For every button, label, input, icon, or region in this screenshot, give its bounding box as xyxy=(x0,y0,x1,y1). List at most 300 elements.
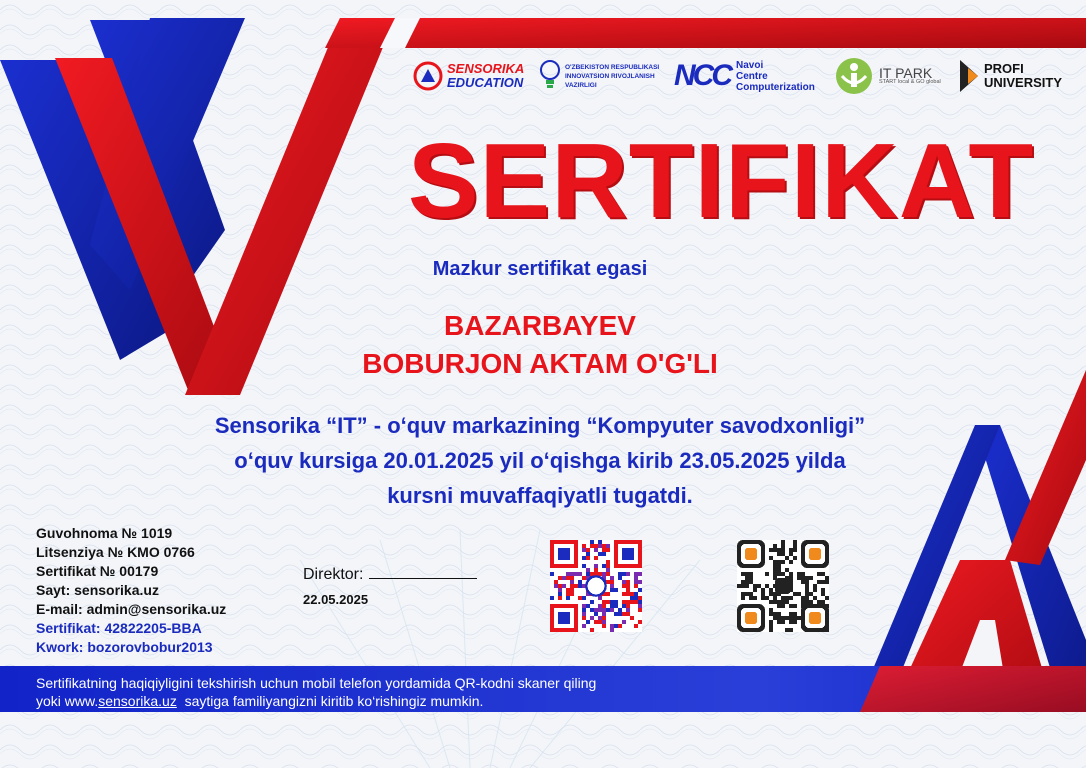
qr-module xyxy=(781,604,785,608)
qr-module xyxy=(749,572,753,576)
ncc-logo xyxy=(674,52,832,100)
footer-prefix: yoki www. xyxy=(36,693,99,709)
qr-module xyxy=(610,576,614,580)
qr-module xyxy=(634,624,638,628)
qr-module xyxy=(586,556,590,560)
qr-module xyxy=(781,544,785,548)
qr-module xyxy=(590,540,594,544)
qr-module xyxy=(586,552,590,556)
qr-module xyxy=(789,548,793,552)
ministry-line2: INNOVATSION RIVOJLANISH xyxy=(565,72,655,80)
qr-module xyxy=(598,544,602,548)
qr-module xyxy=(821,580,825,584)
qr-module xyxy=(793,604,797,608)
qr-module xyxy=(777,560,781,564)
sensorika-logo xyxy=(412,52,534,100)
qr-module xyxy=(789,628,793,632)
qr-module xyxy=(622,604,626,608)
qr-module xyxy=(586,604,590,608)
qr-module xyxy=(769,608,773,612)
qr-module xyxy=(765,572,769,576)
qr-module xyxy=(781,552,785,556)
qr-module xyxy=(793,540,797,544)
qr-module xyxy=(602,604,606,608)
qr-module xyxy=(749,576,753,580)
qr-module xyxy=(638,580,642,584)
holder-given-name: BOBURJON AKTAM O'G'LI xyxy=(362,348,718,379)
qr-module xyxy=(582,548,586,552)
qr-module xyxy=(797,576,801,580)
qr-module xyxy=(825,580,829,584)
qr-module xyxy=(777,616,781,620)
qr-module xyxy=(797,592,801,596)
website-link[interactable]: sensorika.uz xyxy=(98,693,177,709)
sensorika-logo-icon xyxy=(586,576,605,595)
qr-module xyxy=(618,624,622,628)
footer-line-1: Sertifikatning haqiqiyligini tekshirish uchun mobil telefon yordamida QR-kodni skaner qiling xyxy=(36,675,597,691)
qr-module xyxy=(813,588,817,592)
qr-module xyxy=(590,544,594,548)
qr-module xyxy=(558,588,562,592)
qr-module xyxy=(586,572,590,576)
qr-module xyxy=(805,592,809,596)
qr-module xyxy=(805,580,809,584)
qr-module xyxy=(809,600,813,604)
qr-module xyxy=(777,572,781,576)
qr-module xyxy=(777,564,781,568)
qr-module xyxy=(622,572,626,576)
qr-module xyxy=(598,608,602,612)
qr-module xyxy=(622,592,626,596)
qr-module xyxy=(582,576,586,580)
qr-module xyxy=(749,592,753,596)
qr-module xyxy=(586,568,590,572)
qr-module xyxy=(614,604,618,608)
certificate-body xyxy=(70,408,1010,513)
qr-module xyxy=(598,540,602,544)
qr-module xyxy=(554,584,558,588)
qr-module xyxy=(606,568,610,572)
qr-module xyxy=(630,596,634,600)
qr-module xyxy=(769,624,773,628)
qr-module xyxy=(789,620,793,624)
qr-module xyxy=(594,620,598,624)
qr-module xyxy=(805,600,809,604)
profi-emblem-icon xyxy=(958,58,980,94)
qr-module xyxy=(817,600,821,604)
itpark-logo xyxy=(834,52,950,100)
holder-surname: BAZARBAYEV xyxy=(444,310,636,341)
qr-module xyxy=(773,616,777,620)
qr-module xyxy=(745,580,749,584)
qr-module xyxy=(558,592,562,596)
qr-module xyxy=(606,608,610,612)
qr-module xyxy=(757,584,761,588)
qr-module xyxy=(777,604,781,608)
qr-module xyxy=(622,600,626,604)
kwork-k-icon xyxy=(775,578,791,594)
qr-module xyxy=(785,568,789,572)
ministry-line3: VAZIRLIGI xyxy=(565,81,597,89)
qr-module xyxy=(598,596,602,600)
qr-module xyxy=(737,584,741,588)
qr-module xyxy=(777,612,781,616)
qr-module xyxy=(606,564,610,568)
itpark-emblem-icon xyxy=(834,56,874,96)
qr-module xyxy=(781,600,785,604)
qr-module xyxy=(610,588,614,592)
qr-module xyxy=(626,592,630,596)
qr-module xyxy=(638,608,642,612)
qr-module xyxy=(781,596,785,600)
qr-module xyxy=(797,572,801,576)
qr-module xyxy=(590,600,594,604)
qr-module xyxy=(805,584,809,588)
qr-module xyxy=(578,596,582,600)
qr-module xyxy=(630,616,634,620)
qr-module xyxy=(777,568,781,572)
qr-module xyxy=(821,572,825,576)
qr-module xyxy=(610,584,614,588)
qr-module xyxy=(761,592,765,596)
ncc-mark: NCC xyxy=(674,59,730,92)
qr-module xyxy=(749,596,753,600)
itpark-name: IT PARK xyxy=(879,64,933,81)
qr-module xyxy=(785,628,789,632)
ncc-line1: Navoi xyxy=(736,59,764,71)
qr-module xyxy=(606,592,610,596)
qr-module xyxy=(805,576,809,580)
qr-module xyxy=(622,584,626,588)
qr-module xyxy=(610,608,614,612)
qr-module xyxy=(582,604,586,608)
qr-module xyxy=(582,612,586,616)
qr-module xyxy=(554,580,558,584)
info-litsenziya: Litsenziya № KMO 0766 xyxy=(36,544,195,560)
qr-module xyxy=(582,564,586,568)
qr-module xyxy=(566,596,570,600)
qr-module xyxy=(781,560,785,564)
director-signature xyxy=(303,566,477,584)
qr-module xyxy=(590,616,594,620)
profi-line2: UNIVERSITY xyxy=(984,75,1063,90)
qr-module xyxy=(801,576,805,580)
qr-module xyxy=(745,572,749,576)
qr-module xyxy=(634,580,638,584)
qr-module xyxy=(773,568,777,572)
qr-module xyxy=(769,628,773,632)
qr-module xyxy=(582,596,586,600)
qr-module xyxy=(821,592,825,596)
qr-module xyxy=(813,584,817,588)
sensorika-logo-top: SENSORIKA xyxy=(447,61,525,77)
qr-module xyxy=(574,572,578,576)
qr-module xyxy=(566,592,570,596)
qr-module xyxy=(626,588,630,592)
qr-module xyxy=(622,612,626,616)
qr-module xyxy=(745,584,749,588)
qr-module xyxy=(753,588,757,592)
qr-module xyxy=(805,596,809,600)
qr-module xyxy=(582,608,586,612)
qr-module xyxy=(626,580,630,584)
certificate-title: SERTIFIKAT xyxy=(407,122,1035,240)
body-line-1: Sensorika “IT” - o‘quv markazining “Kompyuter savodxonligi” xyxy=(214,413,866,438)
qr-module xyxy=(606,544,610,548)
qr-module xyxy=(789,604,793,608)
qr-module xyxy=(594,548,598,552)
qr-module xyxy=(785,556,789,560)
qr-module xyxy=(801,596,805,600)
qr-module xyxy=(558,596,562,600)
qr-module xyxy=(614,588,618,592)
qr-module xyxy=(614,624,618,628)
qr-module xyxy=(566,576,570,580)
qr-module xyxy=(801,580,805,584)
qr-module xyxy=(638,600,642,604)
qr-module xyxy=(614,600,618,604)
qr-module xyxy=(753,584,757,588)
qr-module xyxy=(618,608,622,612)
body-line-2: o‘quv kursiga 20.01.2025 yil o‘qishga kirib 23.05.2025 yilda xyxy=(234,448,846,473)
qr-module xyxy=(765,596,769,600)
qr-module xyxy=(741,580,745,584)
qr-module xyxy=(570,580,574,584)
qr-module xyxy=(821,588,825,592)
qr-module xyxy=(570,592,574,596)
qr-module xyxy=(793,620,797,624)
qr-module xyxy=(578,572,582,576)
qr-module xyxy=(558,584,562,588)
qr-module xyxy=(598,620,602,624)
qr-module xyxy=(586,548,590,552)
qr-module xyxy=(638,596,642,600)
director-label: Direktor: xyxy=(303,566,364,583)
qr-module xyxy=(821,600,825,604)
qr-module xyxy=(769,556,773,560)
qr-module xyxy=(630,592,634,596)
footer-line-2 xyxy=(36,692,596,710)
qr-module xyxy=(598,552,602,556)
qr-module xyxy=(638,604,642,608)
qr-module xyxy=(781,616,785,620)
qr-module xyxy=(789,552,793,556)
qr-module xyxy=(785,616,789,620)
qr-module xyxy=(769,592,773,596)
qr-module xyxy=(626,608,630,612)
qr-module xyxy=(594,544,598,548)
qr-module xyxy=(789,560,793,564)
qr-module xyxy=(789,572,793,576)
qr-module xyxy=(610,604,614,608)
qr-module xyxy=(602,552,606,556)
info-sertifikat-id: Sertifikat: 42822205-BBA xyxy=(36,620,202,636)
qr-module xyxy=(769,588,773,592)
qr-module xyxy=(606,600,610,604)
qr-module xyxy=(781,540,785,544)
qr-module xyxy=(598,616,602,620)
qr-module xyxy=(574,584,578,588)
qr-module xyxy=(773,548,777,552)
qr-module xyxy=(610,628,614,632)
qr-module xyxy=(570,572,574,576)
profi-university-logo xyxy=(958,52,1082,100)
qr-module xyxy=(638,620,642,624)
qr-module xyxy=(793,548,797,552)
signature-line xyxy=(369,578,477,579)
qr-module xyxy=(809,592,813,596)
qr-module xyxy=(825,576,829,580)
qr-module xyxy=(594,612,598,616)
qr-module xyxy=(741,584,745,588)
qr-module xyxy=(630,600,634,604)
qr-code-sensorika[interactable] xyxy=(550,540,642,632)
qr-module xyxy=(578,580,582,584)
qr-module xyxy=(570,576,574,580)
qr-module xyxy=(618,572,622,576)
qr-module xyxy=(761,588,765,592)
qr-module xyxy=(602,548,606,552)
qr-module xyxy=(745,576,749,580)
qr-module xyxy=(813,596,817,600)
qr-module xyxy=(634,584,638,588)
qr-module xyxy=(622,580,626,584)
qr-module xyxy=(602,624,606,628)
qr-module xyxy=(785,596,789,600)
qr-module xyxy=(745,592,749,596)
qr-module xyxy=(550,572,554,576)
certificate-subtitle: Mazkur sertifikat egasi xyxy=(432,258,648,280)
qr-module xyxy=(773,600,777,604)
qr-module xyxy=(765,584,769,588)
qr-module xyxy=(594,608,598,612)
qr-module xyxy=(602,600,606,604)
qr-module xyxy=(817,580,821,584)
qr-module xyxy=(582,556,586,560)
qr-module xyxy=(570,588,574,592)
qr-module xyxy=(618,612,622,616)
qr-module xyxy=(797,616,801,620)
qr-code-kwork[interactable] xyxy=(737,540,829,632)
qr-module xyxy=(749,580,753,584)
qr-module xyxy=(789,616,793,620)
info-guvohnoma: Guvohnoma № 1019 xyxy=(36,525,173,541)
qr-module xyxy=(606,572,610,576)
qr-module xyxy=(781,620,785,624)
footer-suffix: saytiga familiyangizni kiritib ko‘rishingiz mumkin. xyxy=(176,693,484,709)
qr-module xyxy=(626,612,630,616)
ministry-line1: O'ZBEKISTON RESPUBLIKASI xyxy=(565,63,660,71)
qr-module xyxy=(741,572,745,576)
info-email: E-mail: admin@sensorika.uz xyxy=(36,601,227,617)
qr-module xyxy=(773,544,777,548)
qr-module xyxy=(570,584,574,588)
certificate-info xyxy=(36,524,226,657)
qr-module xyxy=(594,556,598,560)
qr-module xyxy=(602,608,606,612)
qr-module xyxy=(602,616,606,620)
qr-module xyxy=(562,584,566,588)
qr-module xyxy=(610,624,614,628)
qr-module xyxy=(773,564,777,568)
lightbulb-icon xyxy=(538,58,562,94)
qr-module xyxy=(769,620,773,624)
verification-note xyxy=(36,674,596,710)
qr-module xyxy=(753,596,757,600)
qr-module xyxy=(602,564,606,568)
qr-module xyxy=(638,572,642,576)
qr-module xyxy=(602,572,606,576)
qr-module xyxy=(773,596,777,600)
body-line-3: kursni muvaffaqiyatli tugatdi. xyxy=(387,483,693,508)
qr-module xyxy=(566,572,570,576)
ministry-logo xyxy=(538,52,670,100)
issue-date: 22.05.2025 xyxy=(303,592,369,607)
qr-module xyxy=(793,592,797,596)
sensorika-emblem-icon xyxy=(412,60,444,92)
qr-module xyxy=(606,548,610,552)
qr-module xyxy=(594,568,598,572)
qr-module xyxy=(590,572,594,576)
qr-module xyxy=(582,624,586,628)
qr-module xyxy=(777,600,781,604)
qr-module xyxy=(793,616,797,620)
qr-module xyxy=(550,596,554,600)
ncc-line2: Centre xyxy=(736,70,768,82)
qr-module xyxy=(781,548,785,552)
qr-module xyxy=(741,592,745,596)
qr-module xyxy=(793,544,797,548)
qr-module xyxy=(602,544,606,548)
qr-module xyxy=(610,600,614,604)
qr-module xyxy=(769,612,773,616)
qr-module xyxy=(777,552,781,556)
qr-module xyxy=(773,560,777,564)
qr-module xyxy=(781,572,785,576)
qr-module xyxy=(590,608,594,612)
qr-module xyxy=(634,596,638,600)
qr-module xyxy=(626,600,630,604)
qr-module xyxy=(773,572,777,576)
qr-module xyxy=(594,564,598,568)
qr-module xyxy=(562,576,566,580)
qr-module xyxy=(773,612,777,616)
qr-module xyxy=(817,572,821,576)
partner-logos xyxy=(412,52,1082,100)
qr-module xyxy=(626,604,630,608)
qr-module xyxy=(777,620,781,624)
qr-module xyxy=(578,584,582,588)
qr-module xyxy=(598,604,602,608)
qr-module xyxy=(805,588,809,592)
qr-module xyxy=(741,596,745,600)
qr-module xyxy=(801,572,805,576)
qr-module xyxy=(582,544,586,548)
info-kwork: Kwork: bozorovbobur2013 xyxy=(36,639,213,655)
qr-module xyxy=(602,612,606,616)
qr-module xyxy=(769,600,773,604)
qr-module xyxy=(590,628,594,632)
qr-module xyxy=(634,576,638,580)
qr-module xyxy=(634,592,638,596)
qr-module xyxy=(777,548,781,552)
qr-module xyxy=(606,560,610,564)
profi-line1: PROFI xyxy=(984,61,1024,76)
info-sertifikat-number: Sertifikat № 00179 xyxy=(36,563,159,579)
qr-module xyxy=(789,596,793,600)
qr-module xyxy=(825,596,829,600)
qr-module xyxy=(769,548,773,552)
